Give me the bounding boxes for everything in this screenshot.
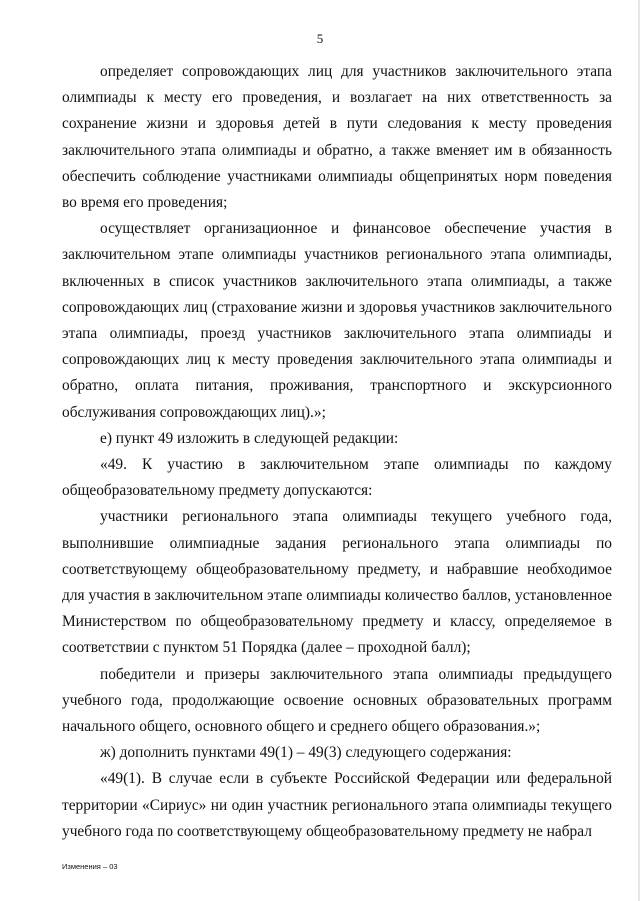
paragraph: осуществляет организационное и финансовое обеспечение участия в заключительном этапе олимпиады участников регионального этапа олимпиады, включенных в список участников заключительного этапа олимпиады, а также сопровождающих лиц (страхование жизни и здоровья участников заключительного этапа олимпиады, проезд участников заключительного этапа олимпиады и сопровождающих лиц к месту проведения заключительного этапа олимпиады и обратно, оплата питания, проживания, транспортного и экскурсионного обслуживания сопровождающих лиц).»; xyxy=(62,220,612,421)
paragraph: победители и призеры заключительного этапа олимпиады предыдущего учебного года, продолжающие освоение основных образовательных программ начального общего, основного общего и среднего общего образования.»; xyxy=(62,665,612,736)
footer-label: Изменения – 03 xyxy=(62,862,118,871)
paragraph: е) пункт 49 изложить в следующей редакции: xyxy=(100,429,399,447)
paragraph: участники регионального этапа олимпиады текущего учебного года, выполнившие олимпиадные задания регионального этапа олимпиады по соответствующему общеобразовательному предмету, и набравшие необходимое для участия в заключительном этапе олимпиады количество баллов, установленное Министерством по общеобразовательному предмету и классу, определяемое в соответствии с пунктом 51 Порядка (далее – проходной балл); xyxy=(62,508,612,657)
paragraph: определяет сопровождающих лиц для участников заключительного этапа олимпиады к месту его проведения, и возлагает на них ответственность за сохранение жизни и здоровья детей в пути следования к месту проведения заключительного этапа олимпиады и обратно, а также вменяет им в обязанность обеспечить соблюдение участниками олимпиады общепринятых норм поведения во время его проведения; xyxy=(62,63,612,212)
document-body xyxy=(62,59,612,845)
page-number: 5 xyxy=(316,31,324,46)
paragraph: «49(1). В случае если в субъекте Российской Федерации или федеральной территории «Сириус» ни один участник регионального этапа олимпиады текущего учебного года по соответствующему общеобразовательному предмету не набрал xyxy=(62,770,612,840)
paragraph: «49. К участию в заключительном этапе олимпиады по каждому общеобразовательному предмету допускаются: xyxy=(62,456,612,500)
paragraph: ж) дополнить пунктами 49(1) – 49(3) следующего содержания: xyxy=(100,744,512,762)
